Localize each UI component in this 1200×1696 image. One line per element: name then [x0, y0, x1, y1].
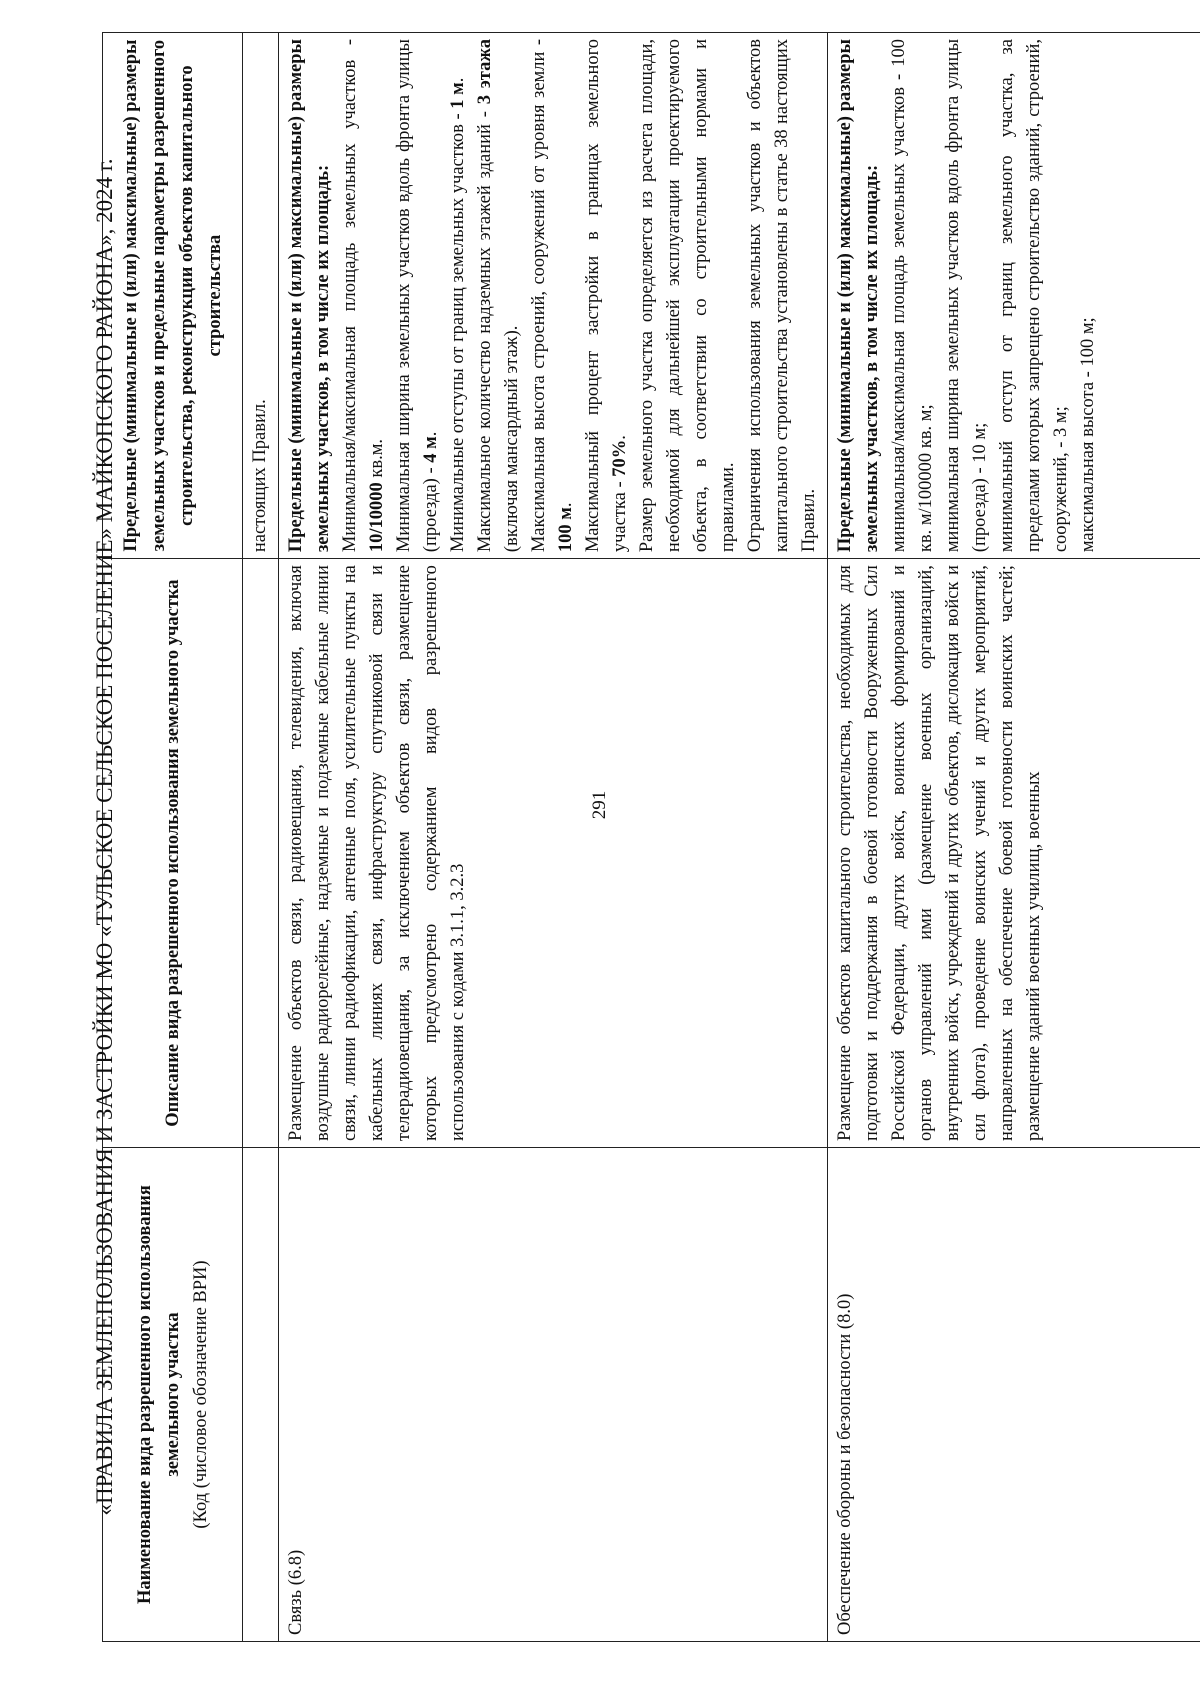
- row2-param-line3: минимальный отступ от границ земельного участка, за пределами которых запрещено строительство зданий, строений, сооружений, - 3 м;: [997, 39, 1071, 553]
- row1-param-restrictions: Ограничения использования земельных участков и объектов капитального строительства установлены в статье 38 настоящих Правил.: [745, 39, 819, 553]
- document-footer: «ПРАВИЛА ЗЕМЛЕПОЛЬЗОВАНИЯ И ЗАСТРОЙКИ МО «ТУЛЬСКОЕ СЕЛЬСКОЕ ПОСЕЛЕНИЕ» МАЙКОПСКОГО РАЙОНА», 2024 г.: [92, 158, 117, 1516]
- row1-params-heading: Предельные (минимальные и (или) максимальные) размеры земельных участков, в том числе их площадь:: [286, 39, 333, 553]
- row1-param-height: Максимальная высота строений, сооружений от уровня земли - 100 м.: [529, 39, 576, 553]
- row2-params: [828, 33, 1200, 559]
- row1-param-size-note: Размер земельного участка определяется из расчета площади, необходимой для дальнейшей эксплуатации проектируемого объекта, в соответствии со строительными нормами и правилами.: [637, 39, 738, 553]
- table-row: [279, 33, 828, 1642]
- continuation-text: настоящих Правил.: [243, 33, 279, 559]
- header-description-cell: Описание вида разрешенного использования земельного участка: [103, 559, 243, 1148]
- row2-params-heading: Предельные (минимальные и (или) максимальные) размеры земельных участков, в том числе их площадь:: [835, 39, 882, 553]
- row1-param-coverage: Максимальный процент застройки в границах земельного участка - 70%.: [583, 39, 630, 553]
- table-header-row: [103, 33, 243, 1642]
- header-name-cell: [103, 1148, 243, 1642]
- row1-param-area: Минимальная/максимальная площадь земельных участков - 10/10000 кв.м.: [340, 39, 387, 553]
- header-params-cell: Предельные (минимальные и (или) максимальные) размеры земельных участков и предельные параметры разрешенного строительства, реконструкции объектов капитального строительства: [103, 33, 243, 559]
- table-row: [828, 33, 1200, 1642]
- row1-description: Размещение объектов связи, радиовещания, телевидения, включая воздушные радиорелейные, надземные и подземные кабельные линии связи, линии радиофикации, антенные поля, усилительные пункты на кабельных линиях связи, инфраструктуру спутниковой связи и телерадиовещания, за исключением объектов связи, размещение которых предусмотрено содержанием видов разрешенного использования с кодами 3.1.1, 3.2.3: [279, 559, 828, 1148]
- row2-param-line2: минимальная ширина земельных участков вдоль фронта улицы (проезда) - 10 м;: [943, 39, 990, 553]
- row2-param-line4: максимальная высота - 100 м;: [1078, 317, 1098, 553]
- page-number: 291: [589, 790, 610, 820]
- regulations-table: [102, 32, 1200, 1642]
- row1-name: Связь (6.8): [279, 1148, 828, 1642]
- row1-param-setback: Минимальные отступы от границ земельных участков - 1 м.: [448, 77, 468, 553]
- header-name-bold: Наименование вида разрешенного использования земельного участка: [134, 1185, 183, 1604]
- row1-params: [279, 33, 828, 559]
- row2-name: Обеспечение обороны и безопасности (8.0): [828, 1148, 1200, 1642]
- row1-param-floors: Максимальное количество надземных этажей зданий - 3 этажа (включая мансардный этаж).: [475, 39, 522, 553]
- row1-param-width: Минимальная ширина земельных участков вдоль фронта улицы (проезда) - 4 м.: [394, 39, 441, 553]
- continuation-row: [243, 33, 279, 1642]
- continuation-cell-empty-1: [243, 1148, 279, 1642]
- header-name-code: (Код (числовое обозначение ВРИ): [190, 1260, 211, 1529]
- row2-param-line1: минимальная/максимальная площадь земельных участков - 100 кв. м/100000 кв. м;: [889, 39, 936, 553]
- continuation-cell-empty-2: [243, 559, 279, 1148]
- row2-description: Размещение объектов капитального строительства, необходимых для подготовки и поддержания в боевой готовности Вооруженных Сил Российской Федерации, других войск, воинских формирований и органов управлений ими (размещение военных организаций, внутренних войск, учреждений и других объектов, дислокация войск и сил флота), проведение воинских учений и других мероприятий, направленных на обеспечение боевой готовности воинских частей; размещение зданий военных училищ, военных: [828, 559, 1200, 1148]
